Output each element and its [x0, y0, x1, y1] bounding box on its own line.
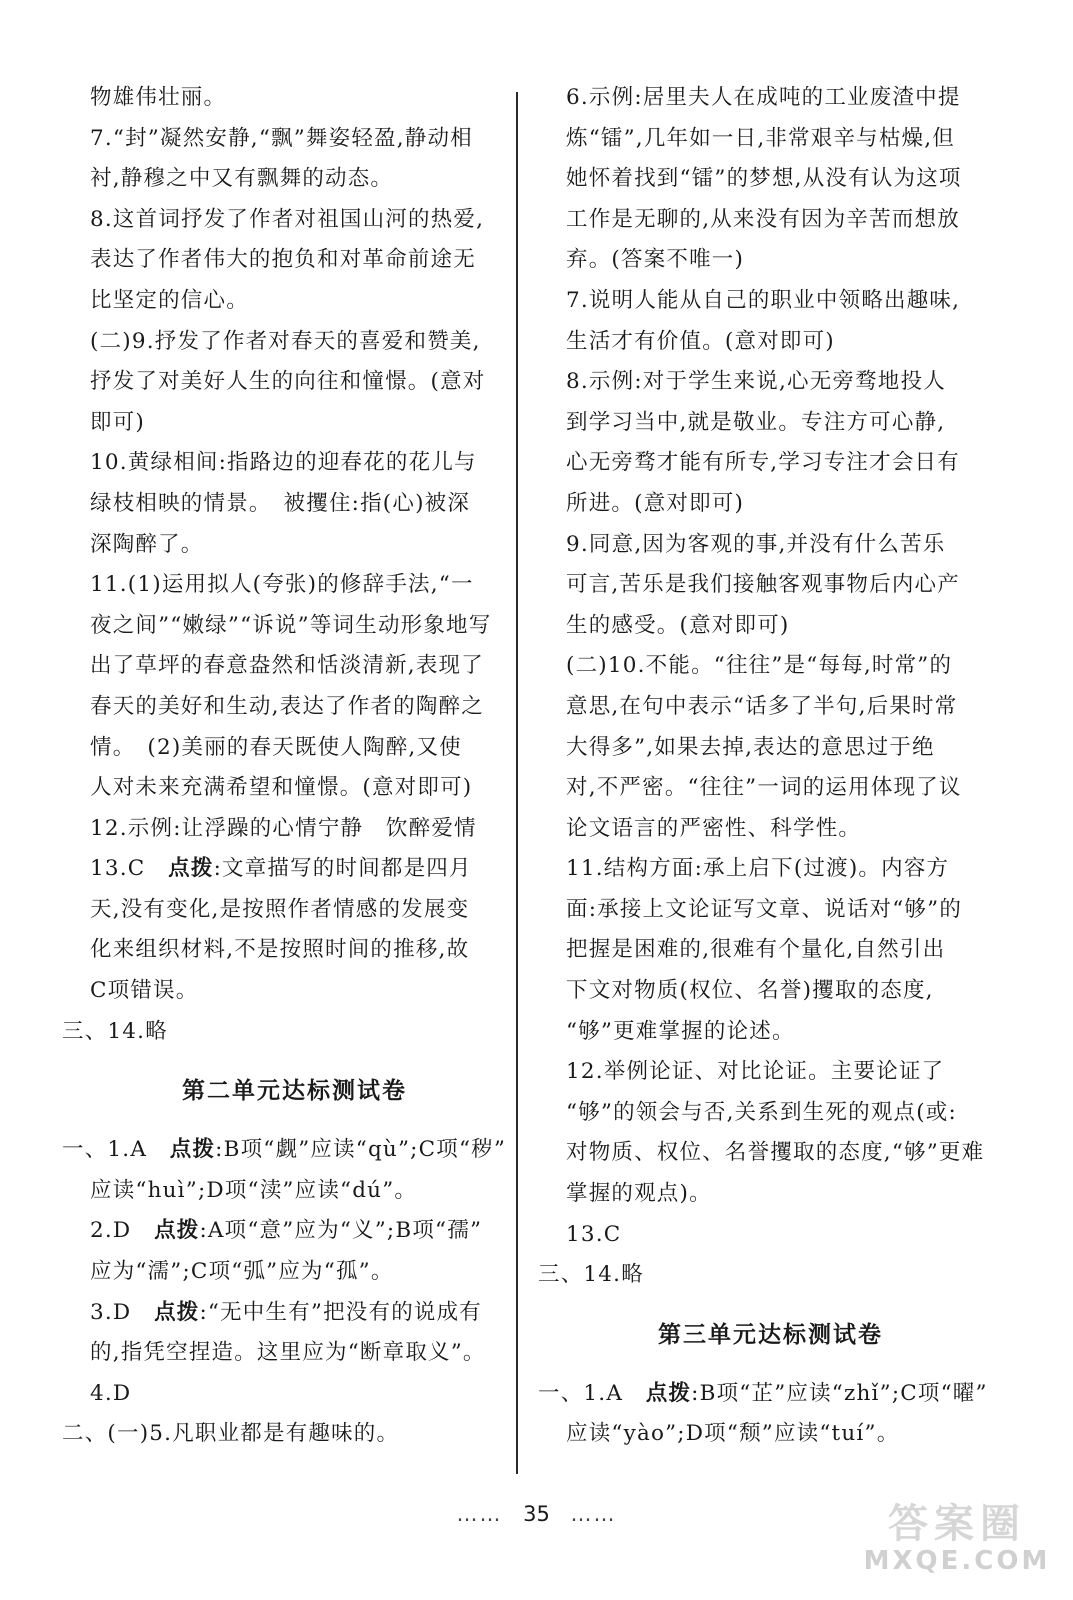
answer-text: 物雄伟壮丽。: [90, 85, 227, 110]
answer-text: 6.示例:居里夫人在成吨的工业废渣中提: [566, 85, 961, 110]
answer-text: “够”的领会与否,关系到生死的观点(或:: [566, 1099, 957, 1125]
answer-line: [62, 1252, 527, 1293]
answer-text: 11.(1)运用拟人(夸张)的修辞手法,“一: [90, 572, 474, 598]
hint-text: :文章描写的时间都是四月: [213, 856, 472, 882]
answer-text: 天,没有变化,是按照作者情感的发展变: [90, 896, 470, 922]
answer-text: 三、14.略: [62, 1018, 168, 1044]
answer-text: 夜之间”“嫩绿”“诉说”等词生动形象地写: [90, 612, 492, 638]
answer-line: [538, 809, 1003, 850]
answer-line: [538, 687, 1003, 728]
answer-text: 2.D: [90, 1218, 155, 1244]
answer-text: 7.“封”凝然安静,“飘”舞姿轻盈,静动相: [90, 125, 473, 151]
answer-text: 生的感受。(意对即可): [566, 612, 790, 638]
answer-text: 7.说明人能从自己的职业中领略出趣味,: [566, 287, 961, 313]
answer-line: [62, 1414, 527, 1455]
hint-keyword: 点拨: [154, 1299, 200, 1325]
answer-line: [62, 687, 527, 728]
answer-text: 8.这首词抒发了作者对祖国山河的热爱,: [90, 206, 485, 232]
answer-text: 的,指凭空捏造。这里应为“断章取义”。: [90, 1340, 486, 1366]
left-answers-unit1: [62, 78, 527, 1052]
footer-dots-left: ……: [456, 1502, 503, 1526]
answer-line: [538, 1052, 1003, 1093]
answer-line: [62, 565, 527, 606]
page-number: 35: [523, 1502, 550, 1526]
footer-dots-right: ……: [570, 1502, 617, 1526]
answer-line: [62, 646, 527, 687]
answer-line: [538, 119, 1003, 160]
answer-text: 出了草坪的春意盎然和恬淡清新,表现了: [90, 653, 484, 679]
answer-line: [538, 322, 1003, 363]
answer-line: [62, 119, 527, 160]
answer-text: 即可): [90, 409, 145, 435]
answer-text: 应读“huì”;D项“渎”应读“dú”。: [90, 1177, 418, 1203]
answer-line: [538, 565, 1003, 606]
answer-line: [538, 1215, 1003, 1256]
answer-text: 9.同意,因为客观的事,并没有什么苦乐: [566, 531, 946, 557]
answer-line: [62, 971, 527, 1012]
answer-line: [62, 362, 527, 403]
answer-text: 弃。(答案不唯一): [566, 247, 745, 273]
hint-text: :“无中生有”把没有的说成有: [199, 1299, 482, 1325]
hint-keyword: 点拨: [168, 856, 214, 882]
right-answers-unit2: [538, 78, 1003, 1296]
hint-text: :B项“觑”应读“qù”;C项“秽”: [215, 1137, 507, 1163]
answer-line: [538, 930, 1003, 971]
answer-text: 论文语言的严密性、科学性。: [566, 815, 862, 841]
answer-text: 对,不严密。“往往”一词的运用体现了议: [566, 775, 962, 801]
answer-text: 面:承接上文论证写文章、说话对“够”的: [566, 896, 963, 922]
answer-line: [538, 443, 1003, 484]
answer-line: [538, 200, 1003, 241]
answer-line: [62, 768, 527, 809]
answer-line: [62, 1171, 527, 1212]
hint-keyword: 点拨: [154, 1218, 200, 1244]
answer-text: 二、(一)5.凡职业都是有趣味的。: [62, 1421, 400, 1447]
hint-keyword: 点拨: [645, 1380, 692, 1406]
answer-line: [62, 281, 527, 322]
answer-text: 绿枝相映的情景。 被攫住:指(心)被深: [90, 490, 471, 516]
answer-line: [62, 443, 527, 484]
answer-text: 可言,苦乐是我们接触客观事物后内心产: [566, 572, 960, 598]
answer-line: [62, 78, 527, 119]
section-heading-unit2: 第二单元达标测试卷: [182, 1078, 407, 1105]
column-divider: [516, 92, 518, 1474]
answer-line: [62, 240, 527, 281]
answer-text: 把握是困难的,很难有个量化,自然引出: [566, 937, 946, 963]
answer-line: [538, 1093, 1003, 1134]
answer-text: 情。 (2)美丽的春天既使人陶醉,又使: [90, 734, 462, 760]
answer-line: [538, 281, 1003, 322]
answer-line: [538, 606, 1003, 647]
answer-line: [538, 78, 1003, 119]
answer-text: 4.D: [90, 1380, 132, 1406]
answer-text: 心无旁骛才能有所专,学习专注才会日有: [566, 450, 960, 476]
answer-text: 衬,静穆之中又有飘舞的动态。: [90, 166, 394, 192]
answer-line: [538, 1133, 1003, 1174]
answer-text: 到学习当中,就是敬业。专注方可心静,: [566, 409, 946, 435]
answer-text: 大得多”,如果去掉,表达的意思过于绝: [566, 734, 935, 760]
answer-line: [62, 930, 527, 971]
answer-line: [62, 809, 527, 850]
answer-text: 一、1.A: [62, 1137, 170, 1163]
answer-text: 化来组织材料,不是按照时间的推移,故: [90, 937, 470, 963]
left-answers-unit2: [62, 1130, 527, 1455]
answer-text: 11.结构方面:承上启下(过渡)。内容方: [566, 856, 950, 882]
answer-text: 意思,在句中表示“话多了半句,后果时常: [566, 693, 958, 719]
answer-line: [538, 1174, 1003, 1215]
answer-line: [62, 403, 527, 444]
watermark-top-text: 答案圈: [888, 1501, 1026, 1547]
answer-text: 比坚定的信心。: [90, 287, 249, 313]
answer-text: 人对未来充满希望和憧憬。(意对即可): [90, 775, 473, 801]
answer-line: [538, 1414, 1003, 1455]
answer-line: [62, 728, 527, 769]
answer-text: 三、14.略: [538, 1262, 644, 1288]
answer-text: 3.D: [90, 1299, 155, 1325]
answer-text: 12.示例:让浮躁的心情宁静 饮醉爱情: [90, 815, 477, 841]
answer-line: [538, 403, 1003, 444]
answer-line: [62, 1130, 527, 1171]
answer-text: 应读“yào”;D项“颓”应读“tuí”。: [566, 1421, 900, 1447]
hint-keyword: 点拨: [169, 1137, 216, 1163]
answer-text: 一、1.A: [538, 1380, 646, 1406]
answer-text: 13.C: [566, 1221, 622, 1247]
right-column: [538, 78, 1003, 1455]
answer-text: 表达了作者伟大的抱负和对革命前途无: [90, 247, 476, 273]
answer-line: [62, 606, 527, 647]
answer-text: 深陶醉了。: [90, 531, 204, 557]
answer-line: [62, 322, 527, 363]
answer-line: [538, 1374, 1003, 1415]
left-column: [62, 78, 527, 1455]
answer-line: [62, 484, 527, 525]
answer-text: 10.黄绿相间:指路边的迎春花的花儿与: [90, 450, 477, 476]
answer-line: [538, 849, 1003, 890]
answer-text: C项错误。: [90, 978, 199, 1004]
answer-line: [538, 240, 1003, 281]
answer-line: [538, 484, 1003, 525]
answer-text: 掌握的观点)。: [566, 1181, 712, 1207]
answer-line: [62, 1012, 527, 1053]
answer-text: 春天的美好和生动,表达了作者的陶醉之: [90, 693, 484, 719]
answer-line: [62, 1293, 527, 1334]
answer-line: [538, 971, 1003, 1012]
answer-text: “够”更难掌握的论述。: [566, 1018, 795, 1044]
answer-line: [538, 1012, 1003, 1053]
answer-text: 工作是无聊的,从来没有因为辛苦而想放: [566, 206, 960, 232]
answer-line: [62, 1211, 527, 1252]
answer-text: (二)10.不能。“往往”是“每每,时常”的: [566, 653, 953, 679]
answer-line: [538, 525, 1003, 566]
section-heading-unit3: 第三单元达标测试卷: [658, 1321, 883, 1348]
watermark-bottom-text: MXQE.COM: [863, 1546, 1051, 1576]
answer-line: [538, 159, 1003, 200]
hint-text: :A项“意”应为“义”;B项“孺”: [199, 1218, 483, 1244]
answer-text: 13.C: [90, 856, 169, 882]
answer-line: [62, 200, 527, 241]
answer-line: [538, 1255, 1003, 1296]
answer-text: (二)9.抒发了作者对春天的喜爱和赞美,: [90, 328, 481, 354]
answer-text: 抒发了对美好人生的向往和憧憬。(意对: [90, 369, 486, 395]
answer-line: [62, 890, 527, 931]
answer-text: 下文对物质(权位、名誉)攫取的态度,: [566, 978, 934, 1004]
answer-line: [62, 159, 527, 200]
answer-line: [538, 362, 1003, 403]
answer-text: 所进。(意对即可): [566, 490, 745, 516]
answer-text: 12.举例论证、对比论证。主要论证了: [566, 1059, 945, 1085]
answer-text: 炼“镭”,几年如一日,非常艰辛与枯燥,但: [566, 125, 955, 151]
answer-line: [538, 768, 1003, 809]
answer-text: 她怀着找到“镭”的梦想,从没有认为这项: [566, 166, 962, 192]
answer-line: [538, 890, 1003, 931]
answer-text: 对物质、权位、名誉攫取的态度,“够”更难: [566, 1140, 985, 1166]
answer-text: 生活才有价值。(意对即可): [566, 328, 835, 354]
hint-text: :B项“芷”应读“zhǐ”;C项“曜”: [691, 1380, 988, 1406]
answer-text: 应为“濡”;C项“弧”应为“孤”。: [90, 1259, 394, 1285]
answer-text: 8.示例:对于学生来说,心无旁骛地投人: [566, 369, 946, 395]
right-answers-unit3: [538, 1374, 1003, 1455]
answer-line: [538, 646, 1003, 687]
answer-line: [62, 1374, 527, 1415]
answer-line: [62, 1333, 527, 1374]
site-watermark-logo: [863, 1502, 1051, 1582]
answer-line: [62, 525, 527, 566]
answer-line: [62, 849, 527, 890]
answer-line: [538, 728, 1003, 769]
